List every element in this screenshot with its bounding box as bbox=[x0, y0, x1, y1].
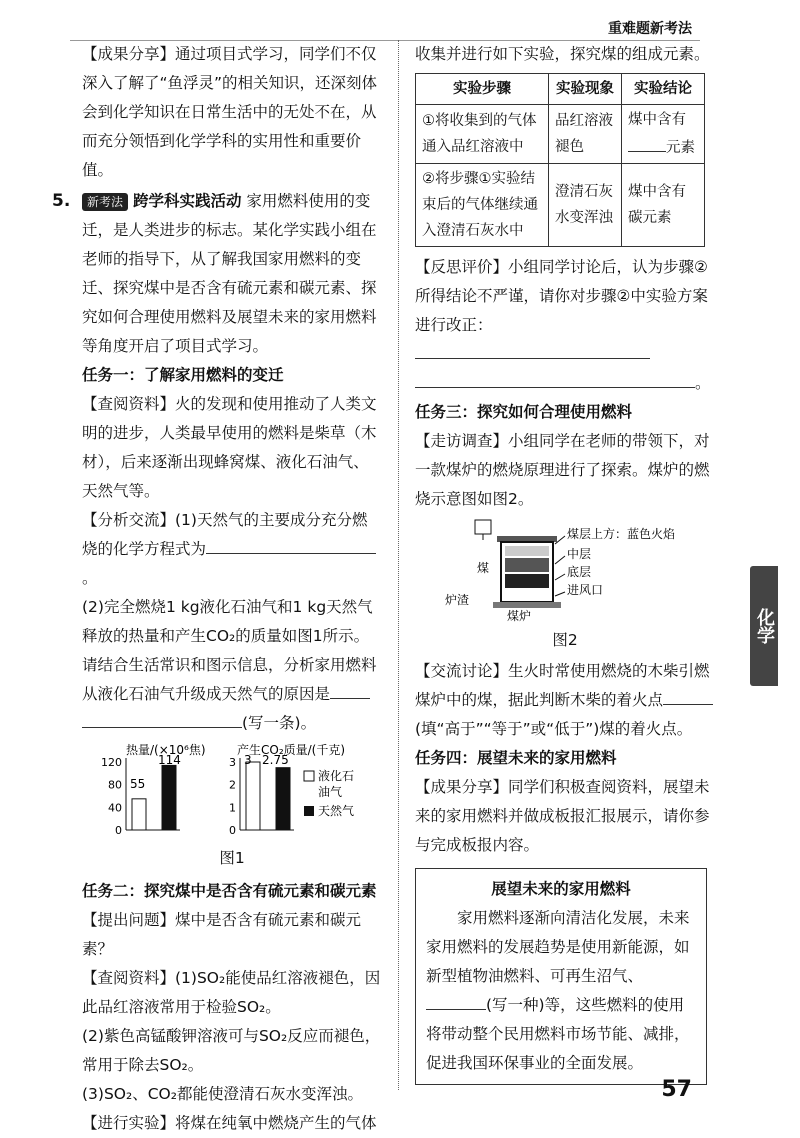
discussion-text: 【交流讨论】生火时常使用燃烧的木柴引燃煤炉中的煤，据此判断木柴的着火点 bbox=[415, 662, 710, 709]
answer-blank-element[interactable] bbox=[628, 133, 666, 152]
figure-2-caption: 图2 bbox=[552, 631, 578, 649]
reflection bbox=[415, 253, 715, 398]
reflection-end: 。 bbox=[695, 374, 711, 392]
kettle-icon bbox=[475, 520, 491, 534]
legend-label-lpg-1: 液化石 bbox=[318, 769, 355, 783]
reflection-text: 【反思评价】小组同学讨论后，认为步骤②所得结论不严谨，请你对步骤②中实验方案进行改正： bbox=[415, 258, 708, 334]
row1-conclusion bbox=[622, 105, 705, 164]
bulletin-text-1: 家用燃料逐渐向清洁化发展，未来家用燃料的发展趋势是使用新能源，如新型植物油燃料、可再生沼气、 bbox=[426, 909, 690, 985]
label-stove: 煤炉 bbox=[507, 609, 532, 623]
row1-step: ①将收集到的气体通入品红溶液中 bbox=[416, 105, 549, 164]
intro-paragraph: 【成果分享】通过项目式学习，同学们不仅深入了解了“鱼浮灵”的相关知识，还深刻体会到化学知识在日常生活中的无处不在，从而充分领悟到化学学科的实用性和重要价值。 bbox=[82, 45, 378, 179]
analysis-2-text: (2)完全燃烧1 kg液化石油气和1 kg天然气释放的热量和产生CO₂的质量如图1所示。请结合生活常识和图示信息，分析家用燃料从液化石油气升级成天然气的原因是 bbox=[82, 598, 377, 703]
chart1-title: 热量/(×10⁶焦) bbox=[126, 743, 206, 757]
pointer-inlet bbox=[555, 592, 565, 596]
analysis-2-end: (写一条)。 bbox=[242, 714, 317, 732]
legend-swatch-natural-gas bbox=[304, 806, 314, 816]
chart2-value-b: 2.75 bbox=[262, 753, 289, 767]
legend-swatch-lpg bbox=[304, 771, 314, 781]
row1-conclusion-text: 煤中含有 bbox=[628, 112, 686, 128]
experiment-table bbox=[415, 73, 705, 247]
reference-2-1: 【查阅资料】(1)SO₂能使品红溶液褪色，因此品红溶液常用于检验SO₂。 bbox=[82, 969, 381, 1016]
column-divider bbox=[398, 40, 399, 1090]
table-header-steps: 实验步骤 bbox=[416, 74, 549, 105]
discussion-end: (填“高于”“等于”或“低于”)煤的着火点。 bbox=[415, 720, 693, 738]
answer-blank-reason-a[interactable] bbox=[330, 680, 370, 699]
y-tick-label: 0 bbox=[115, 824, 122, 837]
analysis-1 bbox=[82, 506, 382, 593]
label-bottom-layer: 底层 bbox=[567, 565, 592, 579]
reference-1: 【查阅资料】火的发现和使用推动了人类文明的进步，人类最早使用的燃料是柴草（木材），后来逐渐出现蜂窝煤、液化石油气、天然气等。 bbox=[82, 395, 377, 500]
middle-coal-layer bbox=[505, 558, 549, 572]
bar-lpg bbox=[132, 799, 146, 830]
chart2-title: 产生CO₂质量/(千克) bbox=[237, 743, 346, 757]
label-slag: 炉渣 bbox=[445, 593, 470, 607]
stove-base bbox=[493, 602, 561, 608]
right-column bbox=[415, 40, 715, 1085]
answer-blank-correction-b[interactable] bbox=[415, 369, 695, 388]
co2-chart bbox=[229, 756, 294, 837]
task-1-title: 任务一：了解家用燃料的变迁 bbox=[82, 366, 284, 384]
figure-1-charts bbox=[82, 742, 382, 842]
analysis-2 bbox=[82, 593, 382, 738]
question-number: 5. bbox=[52, 191, 71, 211]
bulletin-title: 展望未来的家用燃料 bbox=[491, 880, 631, 898]
y-tick-label: 80 bbox=[108, 778, 122, 792]
row2-step: ②将步骤①实验结束后的气体继续通入澄清石灰水中 bbox=[416, 164, 549, 247]
pointer-bottom bbox=[555, 574, 565, 580]
task-2-title: 任务二：探究煤中是否含有硫元素和碳元素 bbox=[82, 882, 377, 900]
experiment-continued: 收集并进行如下实验，探究煤的组成元素。 bbox=[415, 45, 710, 63]
reference-2-2: (2)紫色高锰酸钾溶液可与SO₂反应而褪色，常用于除去SO₂。 bbox=[82, 1027, 381, 1074]
task-4-title: 任务四：展望未来的家用燃料 bbox=[415, 749, 617, 767]
chart2-value-a: 3 bbox=[244, 753, 252, 767]
question-text: 家用燃料使用的变迁，是人类进步的标志。某化学实践小组在老师的指导下，从了解我国家用燃料的变迁、探究煤中是否含有硫元素和碳元素、探究如何合理使用燃料及展望未来的家用燃料等角度开启了项目式学习。 bbox=[82, 192, 377, 355]
label-coal: 煤 bbox=[477, 561, 490, 575]
share-paragraph: 【成果分享】同学们积极查阅资料，展望未来的家用燃料并做成板报汇报展示，请你参与完成板报内容。 bbox=[415, 778, 710, 854]
y-tick-label: 1 bbox=[229, 801, 236, 815]
answer-blank-equation[interactable] bbox=[206, 535, 376, 554]
y-tick-label: 40 bbox=[108, 801, 122, 815]
reference-2-3: (3)SO₂、CO₂都能使澄清石灰水变浑浊。 bbox=[82, 1085, 363, 1103]
table-row bbox=[416, 164, 705, 247]
row1-conclusion-suffix: 元素 bbox=[666, 140, 695, 156]
bar-natural-gas bbox=[162, 765, 176, 830]
experiment-intro: 【进行实验】将煤在纯氧中燃烧产生的气体 bbox=[82, 1114, 377, 1132]
answer-blank-correction-a[interactable] bbox=[415, 340, 650, 359]
question-2: 【提出问题】煤中是否含有硫元素和碳元素？ bbox=[82, 911, 362, 958]
answer-blank-reason-b[interactable] bbox=[82, 709, 242, 728]
y-tick-label: 0 bbox=[229, 824, 236, 837]
analysis-1-end: 。 bbox=[82, 569, 98, 587]
y-tick-label: 2 bbox=[229, 778, 236, 792]
table-header-phenomena: 实验现象 bbox=[549, 74, 622, 105]
bottom-coal-layer bbox=[505, 574, 549, 588]
table-header-conclusion: 实验结论 bbox=[622, 74, 705, 105]
bar-natural-gas bbox=[276, 768, 290, 830]
question-heading: 跨学科实践活动 bbox=[132, 192, 242, 210]
y-tick-label: 3 bbox=[229, 756, 236, 769]
page-header: 重难题新考法 bbox=[608, 21, 692, 37]
chart1-value-b: 114 bbox=[158, 753, 181, 767]
page-number: 57 bbox=[661, 1077, 692, 1102]
bar-lpg bbox=[246, 762, 260, 830]
label-middle-layer: 中层 bbox=[567, 547, 592, 561]
label-top-layer: 煤层上方：蓝色火焰 bbox=[567, 527, 676, 541]
row1-phenomenon: 品红溶液褪色 bbox=[549, 105, 622, 164]
figure-2-stove-diagram bbox=[415, 514, 715, 624]
table-row bbox=[416, 105, 705, 164]
answer-blank-fuel[interactable] bbox=[426, 991, 486, 1010]
label-air-inlet: 进风口 bbox=[567, 583, 604, 597]
row2-phenomenon: 澄清石灰水变浑浊 bbox=[549, 164, 622, 247]
y-tick-label: 120 bbox=[101, 756, 122, 769]
bulletin-text-2: (写一种)等，这些燃料的使用将带动整个民用燃料市场节能、减排，促进我国环保事业的全面发展。 bbox=[426, 996, 690, 1072]
legend-label-natural-gas: 天然气 bbox=[318, 804, 355, 818]
answer-blank-ignition[interactable] bbox=[663, 686, 713, 705]
visit-paragraph: 【走访调查】小组同学在老师的带领下，对一款煤炉的燃烧原理进行了探索。煤炉的燃烧示意图如图2。 bbox=[415, 432, 710, 508]
chart1-value-a: 55 bbox=[130, 777, 146, 791]
question-5 bbox=[52, 187, 382, 361]
analysis-1-text: 【分析交流】(1)天然气的主要成分充分燃烧的化学方程式为 bbox=[82, 511, 368, 558]
bulletin-board-box bbox=[415, 868, 707, 1085]
heat-chart bbox=[101, 756, 180, 837]
row2-conclusion: 煤中含有碳元素 bbox=[622, 164, 705, 247]
new-method-badge: 新考法 bbox=[82, 193, 128, 211]
subject-tab: 化学 bbox=[750, 566, 778, 686]
discussion bbox=[415, 657, 715, 744]
task-3-title: 任务三：探究如何合理使用燃料 bbox=[415, 403, 633, 421]
pointer-mid bbox=[555, 556, 565, 564]
figure-1-caption: 图1 bbox=[219, 849, 245, 867]
left-column bbox=[52, 40, 382, 1138]
upper-coal-layer bbox=[505, 546, 549, 556]
legend-label-lpg-2: 油气 bbox=[318, 785, 343, 799]
bulletin-text bbox=[426, 904, 696, 1078]
